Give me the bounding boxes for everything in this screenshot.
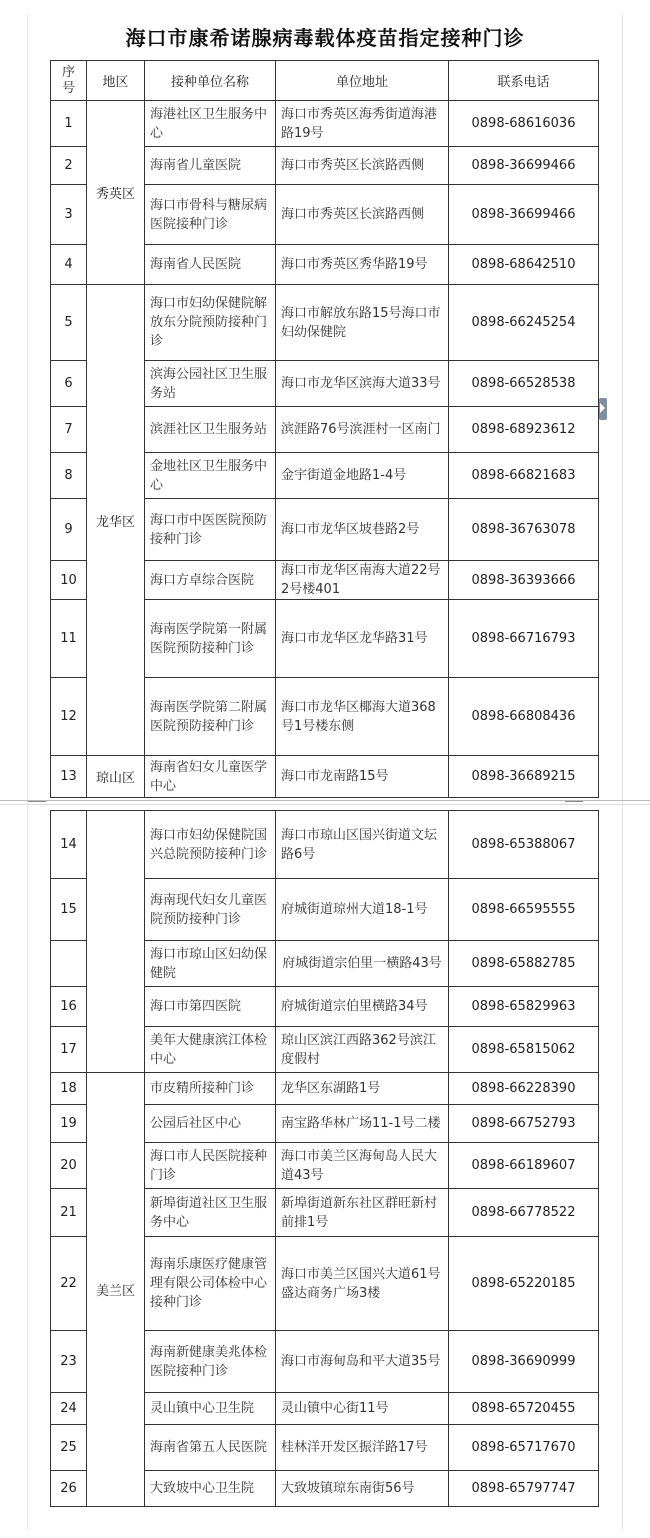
row-number: 24	[51, 1393, 87, 1425]
district-cell: 琼山区	[87, 756, 145, 798]
row-number: 12	[51, 678, 87, 756]
row-number: 3	[51, 185, 87, 245]
phone-number: 0898-36699466	[449, 185, 599, 245]
unit-address: 桂林洋开发区振洋路17号	[276, 1425, 449, 1471]
unit-name: 海港社区卫生服务中心	[145, 101, 276, 147]
phone-number: 0898-36699466	[449, 147, 599, 185]
unit-name: 海南省第五人民医院	[145, 1425, 276, 1471]
clinic-table-part-1	[50, 60, 599, 798]
phone-number: 0898-65220185	[449, 1237, 599, 1331]
phone-number: 0898-66752793	[449, 1105, 599, 1143]
unit-name: 海南医学院第二附属医院预防接种门诊	[145, 678, 276, 756]
phone-number: 0898-36763078	[449, 499, 599, 561]
clinic-table-part-2	[50, 810, 599, 1507]
page-title: 海口市康希诺腺病毒载体疫苗指定接种门诊	[125, 26, 525, 50]
unit-address: 琼山区滨江西路362号滨江度假村	[276, 1027, 449, 1073]
side-expand-tab[interactable]	[599, 398, 607, 420]
unit-address: 海口市龙华区龙华路31号	[276, 600, 449, 678]
unit-name: 海口市第四医院	[145, 987, 276, 1027]
row-number: 25	[51, 1425, 87, 1471]
unit-address: 海口市解放东路15号海口市妇幼保健院	[276, 285, 449, 361]
table-row	[51, 756, 599, 798]
phone-number: 0898-65882785	[449, 941, 599, 987]
unit-address: 海口市龙华区南海大道22号2号楼401	[276, 561, 449, 600]
phone-number: 0898-68923612	[449, 407, 599, 453]
unit-name: 海口方卓综合医院	[145, 561, 276, 600]
unit-address: 海口市美兰区海甸岛人民大道43号	[276, 1143, 449, 1189]
unit-address: 龙华区东湖路1号	[276, 1073, 449, 1105]
phone-number: 0898-66778522	[449, 1189, 599, 1237]
row-number: 14	[51, 811, 87, 879]
row-number: 6	[51, 361, 87, 407]
header-address: 单位地址	[276, 61, 449, 101]
phone-number: 0898-66528538	[449, 361, 599, 407]
phone-number: 0898-36393666	[449, 561, 599, 600]
phone-number: 0898-65720455	[449, 1393, 599, 1425]
unit-address: 海口市龙华区坡巷路2号	[276, 499, 449, 561]
phone-number: 0898-65717670	[449, 1425, 599, 1471]
unit-address: 灵山镇中心街11号	[276, 1393, 449, 1425]
row-number: 18	[51, 1073, 87, 1105]
phone-number: 0898-66189607	[449, 1143, 599, 1189]
phone-number: 0898-66228390	[449, 1073, 599, 1105]
district-cell	[87, 811, 145, 1073]
row-number: 17	[51, 1027, 87, 1073]
unit-address: 海口市秀英区秀华路19号	[276, 245, 449, 285]
header-phone: 联系电话	[449, 61, 599, 101]
row-number: 21	[51, 1189, 87, 1237]
phone-number: 0898-65829963	[449, 987, 599, 1027]
chevron-right-icon	[600, 403, 605, 413]
unit-name: 海南医学院第一附属医院预防接种门诊	[145, 600, 276, 678]
unit-name: 灵山镇中心卫生院	[145, 1393, 276, 1425]
unit-address: 新埠街道新东社区群旺新村前排1号	[276, 1189, 449, 1237]
unit-name: 海南乐康医疗健康管理有限公司体检中心接种门诊	[145, 1237, 276, 1331]
unit-address: 海口市秀英区长滨路西侧	[276, 185, 449, 245]
row-number: 19	[51, 1105, 87, 1143]
district-cell: 美兰区	[87, 1073, 145, 1507]
row-number: 16	[51, 987, 87, 1027]
unit-name: 新埠街道社区卫生服务中心	[145, 1189, 276, 1237]
unit-name: 大致坡中心卫生院	[145, 1471, 276, 1507]
phone-number: 0898-68616036	[449, 101, 599, 147]
row-number	[51, 941, 87, 987]
unit-name: 海南新健康美兆体检医院接种门诊	[145, 1331, 276, 1393]
unit-address: 府城街道琼州大道18-1号	[276, 879, 449, 941]
row-number: 22	[51, 1237, 87, 1331]
unit-name: 海口市琼山区妇幼保健院	[145, 941, 276, 987]
unit-name: 海南省人民医院	[145, 245, 276, 285]
unit-name: 金地社区卫生服务中心	[145, 453, 276, 499]
row-number: 5	[51, 285, 87, 361]
row-number: 23	[51, 1331, 87, 1393]
table-row	[51, 285, 599, 361]
header-unit: 接种单位名称	[145, 61, 276, 101]
unit-name: 海口市人民医院接种门诊	[145, 1143, 276, 1189]
phone-number: 0898-66595555	[449, 879, 599, 941]
header-district: 地区	[87, 61, 145, 101]
table-row	[51, 811, 599, 879]
unit-name: 市皮精所接种门诊	[145, 1073, 276, 1105]
row-number: 9	[51, 499, 87, 561]
unit-name: 公园后社区中心	[145, 1105, 276, 1143]
phone-number: 0898-66245254	[449, 285, 599, 361]
row-number: 1	[51, 101, 87, 147]
unit-address: 海口市琼山区国兴街道文坛路6号	[276, 811, 449, 879]
unit-address: 海口市海甸岛和平大道35号	[276, 1331, 449, 1393]
unit-address: 南宝路华林广场11-1号二楼	[276, 1105, 449, 1143]
phone-number: 0898-36689215	[449, 756, 599, 798]
unit-address: 大致坡镇琼东南街56号	[276, 1471, 449, 1507]
row-number: 7	[51, 407, 87, 453]
unit-address: 金宇街道金地路1-4号	[276, 453, 449, 499]
unit-name: 滨涯社区卫生服务站	[145, 407, 276, 453]
unit-name: 海南省儿童医院	[145, 147, 276, 185]
row-number: 13	[51, 756, 87, 798]
unit-name: 海口市中医医院预防接种门诊	[145, 499, 276, 561]
unit-name: 海南省妇女儿童医学中心	[145, 756, 276, 798]
row-number: 10	[51, 561, 87, 600]
district-cell: 秀英区	[87, 101, 145, 285]
unit-name: 滨海公园社区卫生服务站	[145, 361, 276, 407]
unit-address: 府城街道宗伯里一横路43号	[276, 941, 449, 987]
unit-name: 海口市骨科与糖尿病医院接种门诊	[145, 185, 276, 245]
phone-number: 0898-66821683	[449, 453, 599, 499]
unit-name: 美年大健康滨江体检中心	[145, 1027, 276, 1073]
row-number: 4	[51, 245, 87, 285]
table-row	[51, 101, 599, 147]
table-row	[51, 1073, 599, 1105]
phone-number: 0898-66716793	[449, 600, 599, 678]
phone-number: 0898-65388067	[449, 811, 599, 879]
phone-number: 0898-68642510	[449, 245, 599, 285]
unit-address: 海口市龙华区椰海大道368号1号楼东侧	[276, 678, 449, 756]
unit-name: 海南现代妇女儿童医院预防接种门诊	[145, 879, 276, 941]
phone-number: 0898-36690999	[449, 1331, 599, 1393]
unit-address: 海口市龙南路15号	[276, 756, 449, 798]
row-number: 11	[51, 600, 87, 678]
unit-address: 海口市美兰区国兴大道61号盛达商务广场3楼	[276, 1237, 449, 1331]
row-number: 15	[51, 879, 87, 941]
unit-address: 海口市秀英区长滨路西侧	[276, 147, 449, 185]
table-header-row	[51, 61, 599, 101]
row-number: 8	[51, 453, 87, 499]
phone-number: 0898-65797747	[449, 1471, 599, 1507]
phone-number: 0898-65815062	[449, 1027, 599, 1073]
unit-address: 海口市秀英区海秀街道海港路19号	[276, 101, 449, 147]
district-cell: 龙华区	[87, 285, 145, 756]
unit-address: 滨涯路76号滨涯村一区南门	[276, 407, 449, 453]
unit-name: 海口市妇幼保健院国兴总院预防接种门诊	[145, 811, 276, 879]
row-number: 2	[51, 147, 87, 185]
unit-address: 海口市龙华区滨海大道33号	[276, 361, 449, 407]
row-number: 26	[51, 1471, 87, 1507]
phone-number: 0898-66808436	[449, 678, 599, 756]
unit-address: 府城街道宗伯里横路34号	[276, 987, 449, 1027]
header-no: 序号	[51, 61, 87, 101]
row-number: 20	[51, 1143, 87, 1189]
unit-name: 海口市妇幼保健院解放东分院预防接种门诊	[145, 285, 276, 361]
